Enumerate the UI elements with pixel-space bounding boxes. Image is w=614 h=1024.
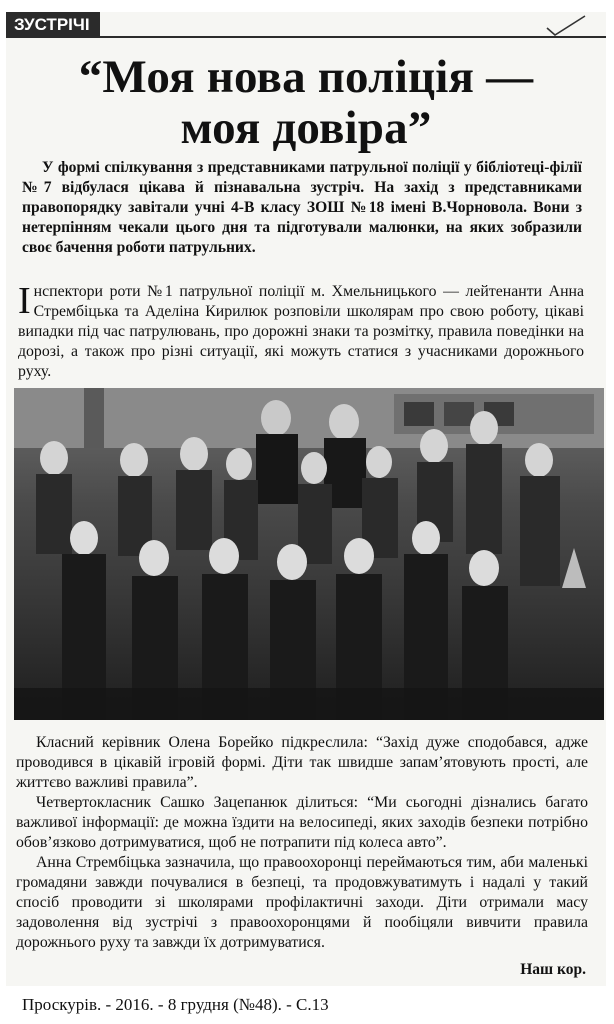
group-photo xyxy=(14,388,604,720)
source-caption: Проскурів. - 2016. - 8 грудня (№48). - С.13 xyxy=(22,995,329,1014)
drop-cap: І xyxy=(18,280,31,322)
author-signature: Наш кор. xyxy=(520,961,586,978)
group-photo-illustration xyxy=(14,388,604,720)
article-lead: У формі спілкування з представниками патрульної поліції у бібліотеці-філії №7 відбулася цікава й пізнавальна зустріч. На захід з представниками правопорядку завітали учні 4-В класу ЗОШ №18 імені В.Чорновола. Вони з нетерпінням чекали цього дня та підготували малюнки, на яких зобразили своє бачення роботи патрульних. xyxy=(22,159,582,256)
check-mark-icon xyxy=(545,14,589,40)
article-paragraph-4: Анна Стрембіцька зазначила, що правоохоронці переймаються тим, аби маленькі громадяни завжди почувалися в безпеці, та продовжуватимуть і надалі у такий спосіб проводити зі школярами профілактичні заходи. Діти отримали масу задоволення від зустрічі з правоохоронцями й пообіцяли вивчити правила дорожнього руху та завжди їх дотримуватися. xyxy=(16,854,588,951)
article-body xyxy=(16,733,588,953)
headline-line-2: моя довіра” xyxy=(180,102,432,154)
section-tag: ЗУСТРІЧІ xyxy=(6,12,100,38)
headline-line-1: “Моя нова поліція — xyxy=(78,51,534,103)
paragraph-1-text: нспектори роти №1 патрульної поліції м. Хмельницького — лейтенанти Анна Стрембіцька та Аделіна Кирилюк розповіли школярам про свою роботу, цікаві випадки під час патрулювань, про дорожні знаки та розмітку, правила поведінки на дорозі, а також про різні ситуації, які можуть статися з учасниками дорожнього руху. xyxy=(18,283,584,380)
article-paragraph-1 xyxy=(18,282,584,382)
section-rule xyxy=(6,36,606,38)
article-paragraph-2: Класний керівник Олена Борейко підкреслила: “Захід дуже сподобався, адже проводився в цікавій ігровій формі. Діти так швидше запам’ятовують прості, але життєво важливі правила”. xyxy=(16,734,588,791)
article-paragraph-3: Четвертокласник Сашко Зацепанюк ділиться: “Ми сьогодні дізнались багато важливої інформації: де можна їздити на велосипеді, яких заходів безпеки потрібно обов’язково дотримуватися, щоб не потрапити під колеса авто”. xyxy=(16,794,588,851)
article-headline xyxy=(6,52,606,154)
